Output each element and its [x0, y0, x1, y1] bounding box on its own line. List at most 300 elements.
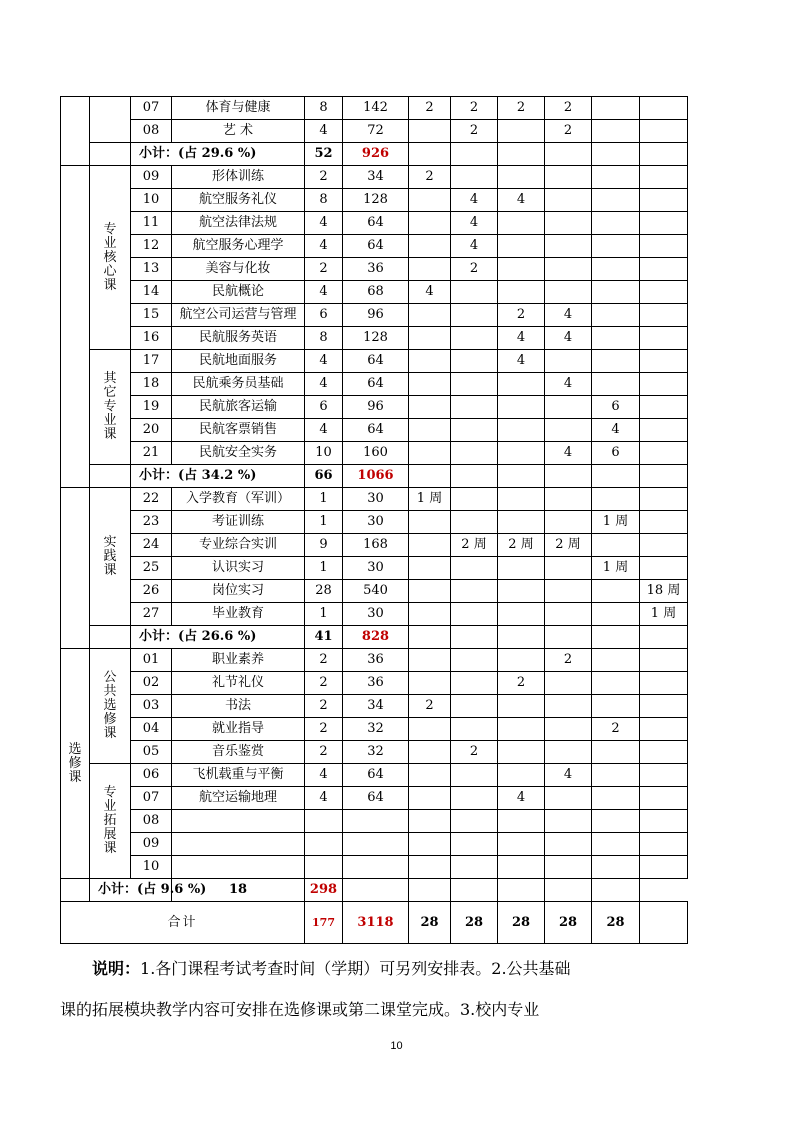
- semester-hours-s4: [545, 695, 592, 718]
- course-hours: 34: [343, 695, 409, 718]
- semester-hours-s1: [409, 442, 451, 465]
- semester-hours-s1: [409, 856, 451, 879]
- semester-hours-s6: [640, 166, 688, 189]
- empty-cell: [451, 143, 498, 166]
- semester-hours-s2: [451, 833, 498, 856]
- semester-hours-s2: 2: [451, 741, 498, 764]
- table-row: [61, 557, 688, 580]
- semester-hours-s2: 2: [451, 120, 498, 143]
- semester-hours-s1: [409, 373, 451, 396]
- course-credit: 2: [305, 258, 343, 281]
- table-row: [61, 488, 688, 511]
- table-row: [61, 580, 688, 603]
- course-number: 24: [131, 534, 172, 557]
- semester-hours-s3: [498, 166, 545, 189]
- semester-hours-s4: 4: [545, 373, 592, 396]
- course-hours: 540: [343, 580, 409, 603]
- total-hours: 3118: [343, 902, 409, 944]
- total-semester-s4: 28: [545, 902, 592, 944]
- course-number: 03: [131, 695, 172, 718]
- semester-hours-s4: 4: [545, 442, 592, 465]
- course-credit: 4: [305, 235, 343, 258]
- semester-hours-s3: [498, 442, 545, 465]
- semester-hours-s2: [451, 419, 498, 442]
- semester-hours-s6: 1 周: [640, 603, 688, 626]
- semester-hours-s3: [498, 833, 545, 856]
- course-credit: 2: [305, 741, 343, 764]
- semester-hours-s2: 4: [451, 189, 498, 212]
- semester-hours-s5: [592, 350, 640, 373]
- course-name: 民航安全实务: [172, 442, 305, 465]
- semester-hours-s6: [640, 741, 688, 764]
- course-hours: 34: [343, 166, 409, 189]
- course-number: 26: [131, 580, 172, 603]
- course-hours: 32: [343, 741, 409, 764]
- table-row: [61, 304, 688, 327]
- semester-hours-s6: 18 周: [640, 580, 688, 603]
- course-name: 飞机载重与平衡: [172, 764, 305, 787]
- subtotal-credit: 18: [172, 879, 305, 902]
- course-name: 航空运输地理: [172, 787, 305, 810]
- semester-hours-s6: [640, 649, 688, 672]
- semester-hours-s5: 6: [592, 396, 640, 419]
- course-hours: 128: [343, 327, 409, 350]
- semester-hours-s5: [592, 810, 640, 833]
- semester-hours-s1: [409, 189, 451, 212]
- group-label-other: [90, 350, 131, 465]
- semester-hours-s3: 4: [498, 189, 545, 212]
- semester-hours-s6: [640, 672, 688, 695]
- semester-hours-s5: 4: [592, 419, 640, 442]
- semester-hours-s5: [592, 281, 640, 304]
- course-name: [172, 856, 305, 879]
- semester-hours-s4: [545, 718, 592, 741]
- semester-hours-s6: [640, 787, 688, 810]
- semester-hours-s4: [545, 350, 592, 373]
- course-name: 航空服务心理学: [172, 235, 305, 258]
- course-number: 19: [131, 396, 172, 419]
- course-hours: 68: [343, 281, 409, 304]
- table-row: [61, 741, 688, 764]
- empty-cell: [545, 879, 592, 902]
- table-row: [61, 327, 688, 350]
- table-row: [61, 120, 688, 143]
- semester-hours-s3: [498, 603, 545, 626]
- course-credit: 8: [305, 189, 343, 212]
- subtotal-credit: 52: [305, 143, 343, 166]
- course-credit: 2: [305, 649, 343, 672]
- semester-hours-s2: [451, 511, 498, 534]
- semester-hours-s4: [545, 511, 592, 534]
- subtotal-credit: 66: [305, 465, 343, 488]
- table-row: [61, 97, 688, 120]
- course-credit: 4: [305, 120, 343, 143]
- group-label-char: 业: [103, 235, 117, 251]
- semester-hours-s4: [545, 488, 592, 511]
- semester-hours-s5: [592, 856, 640, 879]
- semester-hours-s4: [545, 212, 592, 235]
- course-credit: 2: [305, 166, 343, 189]
- empty-cell: [409, 626, 451, 649]
- course-name: 民航客票销售: [172, 419, 305, 442]
- page-number: 10: [390, 1040, 403, 1052]
- semester-hours-s6: [640, 281, 688, 304]
- course-credit: 9: [305, 534, 343, 557]
- empty-cell: [343, 879, 409, 902]
- course-hours: 142: [343, 97, 409, 120]
- semester-hours-s2: [451, 557, 498, 580]
- curriculum-table: [60, 96, 688, 944]
- semester-hours-s1: [409, 350, 451, 373]
- semester-hours-s4: [545, 833, 592, 856]
- table-row: [61, 396, 688, 419]
- group-label-char: 专: [103, 221, 117, 237]
- semester-hours-s4: [545, 419, 592, 442]
- total-credit: 177: [305, 902, 343, 944]
- course-name: 艺 术: [172, 120, 305, 143]
- semester-hours-s5: [592, 189, 640, 212]
- semester-hours-s5: [592, 488, 640, 511]
- table-row: [61, 695, 688, 718]
- semester-hours-s5: [592, 212, 640, 235]
- course-number: 08: [131, 810, 172, 833]
- semester-hours-s1: [409, 212, 451, 235]
- subtotal-credit: 41: [305, 626, 343, 649]
- semester-hours-s5: [592, 120, 640, 143]
- course-number: 05: [131, 741, 172, 764]
- semester-hours-s2: 2: [451, 97, 498, 120]
- semester-hours-s1: 2: [409, 695, 451, 718]
- course-credit: 10: [305, 442, 343, 465]
- semester-hours-s3: [498, 511, 545, 534]
- course-hours: [343, 810, 409, 833]
- course-hours: 36: [343, 649, 409, 672]
- course-hours: 96: [343, 396, 409, 419]
- semester-hours-s2: [451, 396, 498, 419]
- semester-hours-s2: [451, 488, 498, 511]
- course-number: 15: [131, 304, 172, 327]
- group-label-char: 修: [103, 712, 117, 727]
- course-credit: 2: [305, 672, 343, 695]
- course-number: 21: [131, 442, 172, 465]
- semester-hours-s1: [409, 603, 451, 626]
- semester-hours-s1: 1 周: [409, 488, 451, 511]
- table-row: [61, 465, 688, 488]
- course-number: 04: [131, 718, 172, 741]
- course-number: 02: [131, 672, 172, 695]
- semester-hours-s6: [640, 488, 688, 511]
- semester-hours-s6: [640, 718, 688, 741]
- semester-hours-s6: [640, 833, 688, 856]
- semester-hours-s1: [409, 741, 451, 764]
- total-semester-s1: 28: [409, 902, 451, 944]
- semester-hours-s2: [451, 350, 498, 373]
- total-semester-s2: 28: [451, 902, 498, 944]
- semester-hours-s3: [498, 488, 545, 511]
- course-hours: 30: [343, 511, 409, 534]
- group-label-char: 专: [103, 785, 117, 800]
- course-number: 27: [131, 603, 172, 626]
- group-label-ext: [90, 764, 131, 879]
- course-number: 17: [131, 350, 172, 373]
- table-row: [61, 787, 688, 810]
- semester-hours-s1: [409, 235, 451, 258]
- semester-hours-s3: [498, 557, 545, 580]
- group-label-public: [90, 649, 131, 764]
- course-hours: 64: [343, 419, 409, 442]
- semester-hours-s4: [545, 166, 592, 189]
- subgroup-cell: [90, 626, 131, 649]
- course-name: 就业指导: [172, 718, 305, 741]
- table-row: [61, 649, 688, 672]
- course-hours: 160: [343, 442, 409, 465]
- semester-hours-s4: [545, 603, 592, 626]
- subtotal-hours: 298: [305, 879, 343, 902]
- total-semester-s3: 28: [498, 902, 545, 944]
- semester-hours-s3: 2: [498, 672, 545, 695]
- semester-hours-s3: [498, 281, 545, 304]
- semester-hours-s5: [592, 97, 640, 120]
- semester-hours-s6: [640, 327, 688, 350]
- semester-hours-s5: [592, 649, 640, 672]
- semester-hours-s4: 2: [545, 120, 592, 143]
- course-name: 民航服务英语: [172, 327, 305, 350]
- semester-hours-s2: 2 周: [451, 534, 498, 557]
- semester-hours-s1: [409, 419, 451, 442]
- course-name: 航空服务礼仪: [172, 189, 305, 212]
- table-row: [61, 143, 688, 166]
- table-row: [61, 764, 688, 787]
- semester-hours-s1: [409, 833, 451, 856]
- semester-hours-s6: [640, 373, 688, 396]
- semester-hours-s3: [498, 580, 545, 603]
- course-hours: 30: [343, 603, 409, 626]
- table-row: [61, 718, 688, 741]
- course-number: 13: [131, 258, 172, 281]
- note-text-2: 课的拓展模块教学内容可安排在选修课或第二课堂完成。3.校内专业: [60, 1000, 540, 1019]
- course-credit: 8: [305, 97, 343, 120]
- course-number: 18: [131, 373, 172, 396]
- group-label-char: 课: [68, 769, 82, 785]
- semester-hours-s5: [592, 373, 640, 396]
- semester-hours-s3: 2: [498, 97, 545, 120]
- empty-cell: [498, 465, 545, 488]
- empty-cell: [592, 879, 640, 902]
- semester-hours-s4: [545, 580, 592, 603]
- semester-hours-s4: [545, 810, 592, 833]
- course-credit: 4: [305, 373, 343, 396]
- group-label-char: 共: [103, 684, 117, 699]
- table-row: [61, 212, 688, 235]
- empty-cell: [592, 626, 640, 649]
- semester-hours-s3: [498, 235, 545, 258]
- subgroup-cell: [90, 143, 131, 166]
- empty-cell: [640, 465, 688, 488]
- group-label-char: 其: [103, 371, 117, 386]
- course-number: 06: [131, 764, 172, 787]
- semester-hours-s4: [545, 258, 592, 281]
- group-label-char: 业: [103, 413, 117, 428]
- semester-hours-s1: 4: [409, 281, 451, 304]
- course-hours: 64: [343, 764, 409, 787]
- semester-hours-s4: [545, 672, 592, 695]
- semester-hours-s4: [545, 235, 592, 258]
- semester-hours-s4: [545, 741, 592, 764]
- course-hours: 64: [343, 373, 409, 396]
- semester-hours-s1: [409, 764, 451, 787]
- semester-hours-s1: [409, 327, 451, 350]
- group-label-practice: [90, 488, 131, 626]
- course-number: 09: [131, 166, 172, 189]
- semester-hours-s5: [592, 235, 640, 258]
- course-number: 16: [131, 327, 172, 350]
- course-hours: 72: [343, 120, 409, 143]
- semester-hours-s6: [640, 97, 688, 120]
- semester-hours-s1: [409, 120, 451, 143]
- course-number: 22: [131, 488, 172, 511]
- table-row: [61, 350, 688, 373]
- semester-hours-s6: [640, 258, 688, 281]
- semester-hours-s1: [409, 396, 451, 419]
- group-label-char: 修: [68, 755, 82, 771]
- semester-hours-s1: 2: [409, 166, 451, 189]
- semester-hours-s3: 2: [498, 304, 545, 327]
- subtotal-label: 小计：(占 29.6 %): [131, 143, 305, 166]
- course-name: 航空公司运营与管理: [172, 304, 305, 327]
- category-cell: [61, 488, 90, 649]
- course-hours: 36: [343, 672, 409, 695]
- empty-cell: [498, 143, 545, 166]
- subtotal-label: 小计：(占 9.6 %): [90, 879, 172, 902]
- note-prefix: 说明：: [92, 959, 141, 978]
- semester-hours-s5: [592, 534, 640, 557]
- semester-hours-s1: [409, 258, 451, 281]
- empty-cell: [640, 143, 688, 166]
- course-name: 岗位实习: [172, 580, 305, 603]
- semester-hours-s5: [592, 603, 640, 626]
- course-name: 书法: [172, 695, 305, 718]
- course-credit: 4: [305, 281, 343, 304]
- course-hours: 32: [343, 718, 409, 741]
- semester-hours-s3: [498, 258, 545, 281]
- semester-hours-s1: [409, 580, 451, 603]
- semester-hours-s4: 4: [545, 327, 592, 350]
- course-name: 专业综合实训: [172, 534, 305, 557]
- course-name: 民航概论: [172, 281, 305, 304]
- semester-hours-s2: 4: [451, 212, 498, 235]
- semester-hours-s4: [545, 787, 592, 810]
- table-row: [61, 672, 688, 695]
- course-credit: 4: [305, 350, 343, 373]
- course-hours: [343, 856, 409, 879]
- course-hours: 96: [343, 304, 409, 327]
- course-name: 考证训练: [172, 511, 305, 534]
- group-label-char: 选: [68, 741, 82, 757]
- semester-hours-s5: [592, 672, 640, 695]
- semester-hours-s2: [451, 810, 498, 833]
- semester-hours-s1: [409, 557, 451, 580]
- course-credit: [305, 856, 343, 879]
- empty-cell: [498, 879, 545, 902]
- course-name: 形体训练: [172, 166, 305, 189]
- course-credit: 4: [305, 787, 343, 810]
- semester-hours-s2: [451, 695, 498, 718]
- semester-hours-s4: [545, 189, 592, 212]
- category-cell: [61, 166, 90, 488]
- semester-hours-s2: [451, 327, 498, 350]
- table-row: [61, 833, 688, 856]
- course-number: 23: [131, 511, 172, 534]
- group-label-char: 课: [103, 277, 117, 293]
- semester-hours-s5: 6: [592, 442, 640, 465]
- semester-hours-s6: [640, 189, 688, 212]
- semester-hours-s1: [409, 787, 451, 810]
- table-row: [61, 166, 688, 189]
- semester-hours-s3: [498, 212, 545, 235]
- group-label-char: 实: [103, 534, 117, 550]
- semester-hours-s6: [640, 511, 688, 534]
- category-cell: [61, 97, 90, 166]
- semester-hours-s3: [498, 764, 545, 787]
- course-number: 07: [131, 787, 172, 810]
- semester-hours-s3: [498, 419, 545, 442]
- table-row: [61, 879, 688, 902]
- elective-subtotal-blank: [61, 879, 90, 902]
- semester-hours-s3: [498, 120, 545, 143]
- course-hours: 168: [343, 534, 409, 557]
- course-name: 民航地面服务: [172, 350, 305, 373]
- semester-hours-s2: [451, 373, 498, 396]
- course-name: [172, 833, 305, 856]
- course-hours: 30: [343, 488, 409, 511]
- table-row: [61, 281, 688, 304]
- course-number: 14: [131, 281, 172, 304]
- empty-cell: [409, 143, 451, 166]
- empty-cell: [451, 879, 498, 902]
- course-name: 美容与化妆: [172, 258, 305, 281]
- semester-hours-s5: [592, 166, 640, 189]
- empty-cell: [451, 465, 498, 488]
- total-label: 合计: [61, 902, 305, 944]
- course-name: [172, 810, 305, 833]
- semester-hours-s2: [451, 856, 498, 879]
- semester-hours-s4: 2: [545, 97, 592, 120]
- semester-hours-s6: [640, 350, 688, 373]
- course-number: 10: [131, 189, 172, 212]
- course-credit: 4: [305, 419, 343, 442]
- course-hours: 64: [343, 787, 409, 810]
- empty-cell: [545, 626, 592, 649]
- empty-cell: [409, 465, 451, 488]
- subtotal-hours: 828: [343, 626, 409, 649]
- semester-hours-s4: [545, 557, 592, 580]
- semester-hours-s1: [409, 304, 451, 327]
- subtotal-label: 小计：(占 26.6 %): [131, 626, 305, 649]
- semester-hours-s3: [498, 718, 545, 741]
- semester-hours-s6: [640, 856, 688, 879]
- course-number: 11: [131, 212, 172, 235]
- course-credit: 6: [305, 396, 343, 419]
- semester-hours-s3: [498, 695, 545, 718]
- semester-hours-s4: 4: [545, 764, 592, 787]
- semester-hours-s6: [640, 764, 688, 787]
- semester-hours-s3: [498, 741, 545, 764]
- course-credit: 8: [305, 327, 343, 350]
- semester-hours-s5: [592, 764, 640, 787]
- course-number: 10: [131, 856, 172, 879]
- course-name: 入学教育（军训）: [172, 488, 305, 511]
- course-number: 01: [131, 649, 172, 672]
